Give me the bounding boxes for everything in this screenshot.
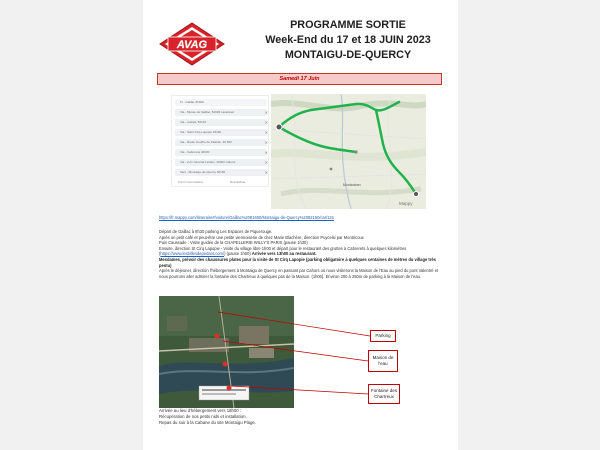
close-icon: ✕	[264, 130, 268, 135]
arrival-restaurant: Arrivée vers 13h00 au restaurant.	[251, 251, 317, 257]
route-item: Fr - Gaillac 81600	[175, 99, 267, 106]
restaurant-link[interactable]: https://www.lesbillesdepedant.com/	[160, 251, 225, 257]
route-panel	[171, 95, 269, 187]
paragraph-st-cirq: Ensuite, direction St Cirq Lapopie - Visite du village libre 1h00 et départ pour le restaurant des grottes à Cabrerets à quelques kilomètres (https://www.lesbillesdepedant.com/) (pause 1h00) Arrivée vers 13h00 au restaurant.	[159, 245, 407, 257]
paragraph-caussade: Puis Caussade : Visite guidée de la CHAPELLERIE WILLY'S PARIS (pause 1h30)	[159, 240, 308, 246]
aerial-photo	[159, 296, 294, 408]
map-brand-mappy: Mappy	[399, 201, 413, 206]
programme-text	[159, 229, 444, 279]
callout-fontaine-des-chartreux: Fontaine des Chartreux	[368, 384, 400, 404]
paragraph-departure: Départ de Gaillac à 8h30 parking Les Espaces de Piquerouge.	[159, 229, 273, 234]
route-map	[271, 94, 426, 209]
close-icon: ✕	[264, 120, 268, 125]
arrival-line: Repas du soir à la Cabane du site Montaigu Plage.	[159, 420, 256, 425]
close-icon: ✕	[264, 140, 268, 145]
map-label-montauban: Montauban	[343, 183, 361, 187]
header-line-1: PROGRAMME SORTIE	[290, 19, 406, 31]
route-item: Via - Musée de Gaillac, 81600 Lavelanet ✕	[175, 109, 267, 116]
paragraph-afternoon: Après le déjeuner, direction l'hébergement à Montaigu de Quercy en passant par Cahors où nous visiterons la Maison de l'Eau au pied du pont Valentré et nous pourrons aller admirer la fontaine des Chartreux à quelques pas de la Maison. (1h00). Environ 200 à 250m de parking à la Maison de l'eau.	[159, 268, 439, 279]
callout-parking: Parking	[370, 330, 396, 342]
route-reset: Réinitialiser	[230, 180, 246, 184]
day-banner: Samedi 17 Juin	[157, 73, 442, 85]
logo-text: AVAG	[176, 39, 208, 51]
header-line-2: Week-End du 17 et 18 JUIN 2023	[265, 34, 431, 46]
route-item: Via - Cazals, 82140 ✕	[175, 119, 267, 126]
route-item: Vers - Montaigu-de-Quercy 82150 ✕	[175, 169, 267, 176]
avag-logo	[159, 22, 225, 66]
route-item: Via - Cabrerets 46330 ✕	[175, 149, 267, 156]
close-icon: ✕	[264, 170, 268, 175]
paragraph-coffee: Après un petit café et peut-être une petite viennoiserie de chez Marie Blachère, direction Puycelsi par Montricoux	[159, 234, 364, 240]
callout-maison-de-leau: Maison de l'eau	[368, 350, 398, 372]
header-line-3: MONTAIGU-DE-QUERCY	[284, 49, 412, 61]
route-item: Via - 2 Av Général Leclerc, 46000 Cahors ✕	[175, 159, 267, 166]
paragraph-warning: Mesdames, prévoir des chaussures plates pour la visite de St Cirq Lapopie (parking obligatoire à quelques centaines de mètres du village très pentu)	[159, 256, 436, 268]
close-icon: ✕	[264, 150, 268, 155]
route-item: Via - Route Gouffre de Padirac, 46 500 ✕	[175, 139, 267, 146]
route-add-point: Point intermediaire	[178, 180, 204, 184]
close-icon: ✕	[264, 160, 268, 165]
document-page	[143, 0, 458, 450]
arrival-line: Récupération de nos petits nids et installation.	[159, 414, 247, 419]
close-icon: ✕	[264, 110, 268, 115]
arrival-line: Arrivée au lieu d'hébergement vers 18h00 :	[159, 408, 242, 413]
document-header	[243, 18, 453, 63]
itinerary-link[interactable]: https://fr.mappy.com/itineraire#/voiture/Gaillac%2081600/Montaigu-de-Quercy%2082150/car/115	[159, 215, 334, 220]
arrival-text	[159, 408, 359, 426]
route-item: Via - Saint-Cirq-Lapopie 46330 ✕	[175, 129, 267, 136]
